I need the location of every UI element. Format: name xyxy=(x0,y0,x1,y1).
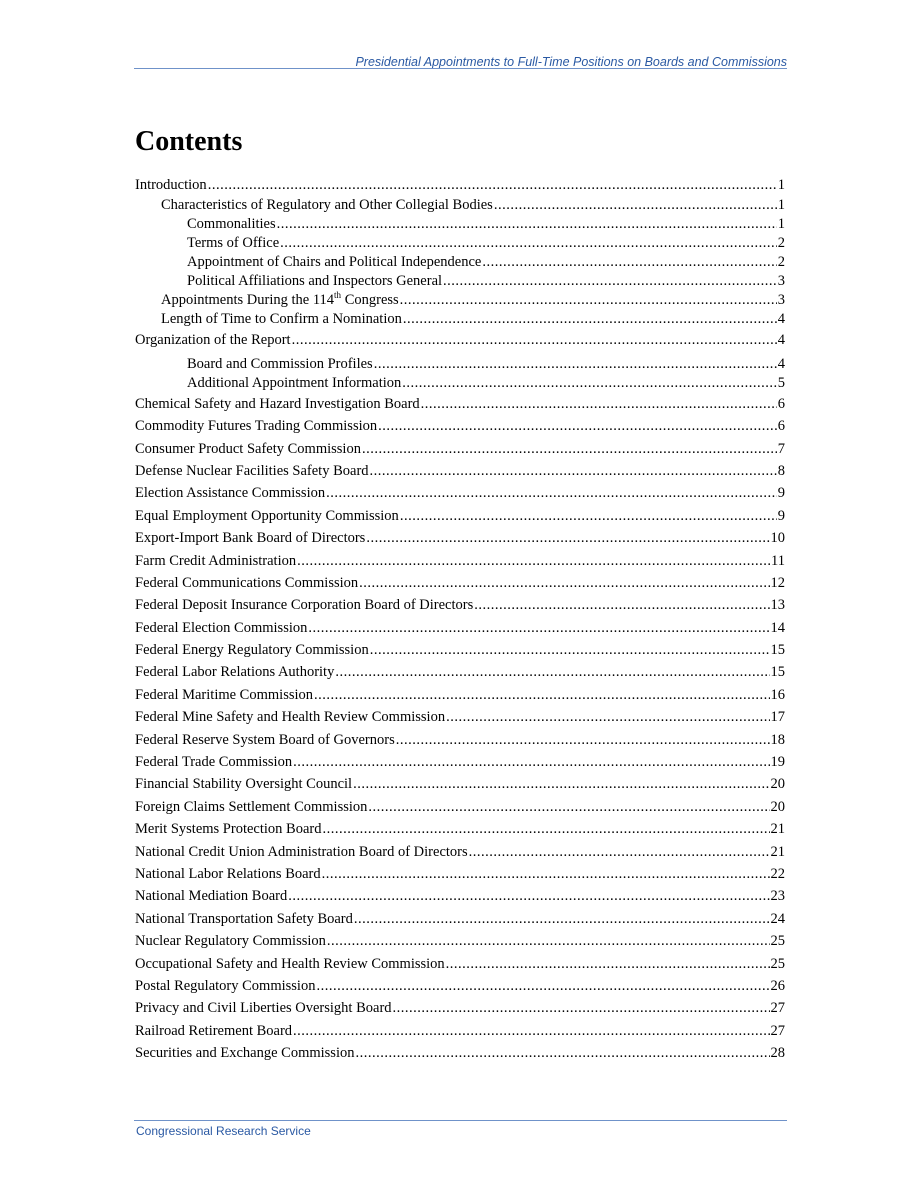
toc-entry[interactable] xyxy=(135,527,785,549)
toc-entry-page-number: 20 xyxy=(770,776,785,793)
toc-entry-title-text: National Mediation Board xyxy=(135,888,288,905)
toc-dot-leader xyxy=(366,527,769,549)
toc-entry[interactable] xyxy=(135,841,785,863)
toc-entry[interactable] xyxy=(135,1020,785,1042)
toc-entry-page-number: 6 xyxy=(777,418,785,435)
toc-entry-page-number: 25 xyxy=(770,933,785,950)
toc-dot-leader xyxy=(393,997,770,1019)
toc-dot-leader xyxy=(402,374,776,393)
toc-entry[interactable] xyxy=(135,329,785,351)
footer-publisher: Congressional Research Service xyxy=(136,1124,311,1138)
toc-entry-title xyxy=(135,438,361,460)
toc-entry-title xyxy=(135,527,365,549)
toc-entry-title xyxy=(161,310,402,329)
toc-dot-leader xyxy=(354,908,770,930)
toc-entry[interactable] xyxy=(135,393,785,415)
toc-entry[interactable] xyxy=(135,310,785,329)
toc-entry-page-number: 19 xyxy=(770,754,785,771)
toc-dot-leader xyxy=(396,729,770,751)
toc-entry-page-number: 16 xyxy=(770,686,785,703)
toc-entry[interactable] xyxy=(135,751,785,773)
toc-entry-title xyxy=(187,234,279,253)
toc-entry-title xyxy=(135,773,352,795)
toc-entry-title-text: Federal Deposit Insurance Corporation Board of Directors xyxy=(135,597,474,614)
toc-dot-leader xyxy=(280,234,777,253)
toc-entry-title-text: Federal Communications Commission xyxy=(135,574,359,591)
toc-entry-title-text: Securities and Exchange Commission xyxy=(135,1045,355,1062)
toc-entry-title-text: Federal Mine Safety and Health Review Commission xyxy=(135,709,446,726)
toc-entry-page-number: 9 xyxy=(777,485,785,502)
toc-entry-title-text: Export-Import Bank Board of Directors xyxy=(135,530,366,547)
toc-dot-leader xyxy=(443,272,777,291)
toc-entry-title-text: Federal Energy Regulatory Commission xyxy=(135,642,369,659)
toc-entry-title xyxy=(135,729,395,751)
toc-entry[interactable] xyxy=(135,706,785,728)
toc-dot-leader xyxy=(446,706,769,728)
toc-entry-title xyxy=(187,215,276,234)
toc-dot-leader xyxy=(482,253,776,272)
toc-entry-title xyxy=(135,818,321,840)
toc-entry-page-number: 1 xyxy=(777,197,785,214)
toc-entry-page-number: 27 xyxy=(770,1022,785,1039)
toc-entry-page-number: 28 xyxy=(770,1045,785,1062)
toc-entry[interactable] xyxy=(135,639,785,661)
toc-entry-page-number: 24 xyxy=(770,910,785,927)
toc-entry-title-text: Appointment of Chairs and Political Independence xyxy=(187,254,482,271)
toc-entry[interactable] xyxy=(135,438,785,460)
toc-entry-title xyxy=(135,329,291,351)
toc-entry-title-text: Political Affiliations and Inspectors General xyxy=(187,273,443,290)
toc-entry[interactable] xyxy=(135,930,785,952)
toc-entry[interactable] xyxy=(135,684,785,706)
toc-entry[interactable] xyxy=(135,215,785,234)
toc-entry-title xyxy=(135,1020,292,1042)
toc-entry-title xyxy=(135,393,420,415)
toc-entry-title-text: Federal Trade Commission xyxy=(135,754,293,771)
running-header: Presidential Appointments to Full-Time Positions on Boards and Commissions xyxy=(355,55,787,69)
toc-entry-page-number: 23 xyxy=(770,888,785,905)
toc-entry-title xyxy=(135,174,207,196)
toc-entry-title xyxy=(135,908,353,930)
toc-entry-title-text: Financial Stability Oversight Council xyxy=(135,776,353,793)
toc-dot-leader xyxy=(421,393,777,415)
toc-entry-title-text: Commodity Futures Trading Commission xyxy=(135,418,378,435)
toc-entry-title xyxy=(135,639,369,661)
toc-entry-title xyxy=(135,841,468,863)
toc-entry[interactable] xyxy=(135,796,785,818)
toc-dot-leader xyxy=(469,841,770,863)
toc-entry[interactable] xyxy=(135,617,785,639)
toc-entry-title-text: National Credit Union Administration Board of Directors xyxy=(135,843,468,860)
toc-entry-title-text: Appointments During the 114 xyxy=(161,292,335,309)
toc-entry-title xyxy=(135,617,307,639)
toc-dot-leader xyxy=(400,291,777,310)
toc-entry-title xyxy=(135,505,399,527)
toc-entry-title xyxy=(135,415,377,437)
toc-entry-title xyxy=(187,355,373,374)
toc-dot-leader xyxy=(378,415,777,437)
toc-entry-title-text: Nuclear Regulatory Commission xyxy=(135,933,326,950)
toc-entry-page-number: 3 xyxy=(777,273,785,290)
toc-entry-title xyxy=(135,885,287,907)
footer-divider xyxy=(134,1120,787,1121)
toc-entry-page-number: 21 xyxy=(770,843,785,860)
toc-entry[interactable] xyxy=(135,863,785,885)
toc-entry-title-text: Defense Nuclear Facilities Safety Board xyxy=(135,462,369,479)
page-title: Contents xyxy=(135,126,243,157)
toc-entry-page-number: 2 xyxy=(777,235,785,252)
toc-entry-title xyxy=(187,253,481,272)
toc-entry-page-number: 9 xyxy=(777,507,785,524)
toc-entry-page-number: 12 xyxy=(770,574,785,591)
toc-entry-title xyxy=(135,706,445,728)
toc-entry[interactable] xyxy=(135,908,785,930)
toc-entry-title xyxy=(135,594,473,616)
toc-dot-leader xyxy=(316,975,769,997)
table-of-contents xyxy=(135,174,785,1065)
toc-entry[interactable] xyxy=(135,415,785,437)
toc-entry[interactable] xyxy=(135,1042,785,1064)
toc-entry[interactable] xyxy=(135,550,785,572)
toc-entry-title-text: Merit Systems Protection Board xyxy=(135,821,322,838)
toc-entry-page-number: 7 xyxy=(777,440,785,457)
toc-entry-title-text: National Labor Relations Board xyxy=(135,865,321,882)
toc-entry[interactable] xyxy=(135,272,785,291)
toc-entry[interactable] xyxy=(135,885,785,907)
toc-entry[interactable] xyxy=(135,253,785,272)
toc-entry-title xyxy=(135,661,334,683)
toc-entry-page-number: 15 xyxy=(770,642,785,659)
toc-entry-title-text: Railroad Retirement Board xyxy=(135,1022,293,1039)
toc-entry-title-text: Consumer Product Safety Commission xyxy=(135,440,361,457)
toc-entry-title-text: Occupational Safety and Health Review Commission xyxy=(135,955,445,972)
toc-entry-page-number: 10 xyxy=(770,530,785,547)
toc-entry-page-number: 22 xyxy=(770,865,785,882)
toc-entry-title xyxy=(135,953,445,975)
toc-entry-title-text: Privacy and Civil Liberties Oversight Board xyxy=(135,1000,392,1017)
toc-entry-page-number: 18 xyxy=(770,731,785,748)
toc-entry-title-text: Election Assistance Commission xyxy=(135,485,326,502)
toc-dot-leader xyxy=(308,617,769,639)
toc-entry-page-number: 2 xyxy=(777,254,785,271)
toc-entry-page-number: 15 xyxy=(770,664,785,681)
toc-entry[interactable] xyxy=(135,997,785,1019)
toc-entry-title xyxy=(135,975,315,997)
toc-entry-title-superscript: th xyxy=(334,290,342,301)
toc-dot-leader xyxy=(322,863,770,885)
toc-entry-page-number: 20 xyxy=(770,798,785,815)
toc-entry-title-text: Commonalities xyxy=(187,216,276,233)
toc-entry[interactable] xyxy=(135,196,785,215)
toc-entry[interactable] xyxy=(135,953,785,975)
toc-entry-page-number: 11 xyxy=(771,552,785,569)
toc-entry-title xyxy=(135,930,326,952)
toc-entry-page-number: 3 xyxy=(777,292,785,309)
toc-dot-leader xyxy=(327,930,770,952)
toc-dot-leader xyxy=(277,215,777,234)
toc-dot-leader xyxy=(335,661,769,683)
toc-dot-leader xyxy=(374,355,777,374)
toc-dot-leader xyxy=(353,773,769,795)
toc-entry-title-text: Additional Appointment Information xyxy=(187,374,402,391)
toc-entry-title xyxy=(135,572,358,594)
toc-dot-leader xyxy=(368,796,769,818)
toc-entry-title xyxy=(135,550,296,572)
toc-entry-page-number: 13 xyxy=(770,597,785,614)
toc-entry[interactable] xyxy=(135,594,785,616)
toc-entry[interactable] xyxy=(135,505,785,527)
header-divider xyxy=(134,68,787,69)
toc-dot-leader xyxy=(494,196,777,215)
toc-entry[interactable] xyxy=(135,482,785,504)
toc-entry[interactable] xyxy=(135,661,785,683)
toc-entry-page-number: 1 xyxy=(777,177,785,193)
toc-entry[interactable] xyxy=(135,729,785,751)
toc-dot-leader xyxy=(293,1020,769,1042)
toc-entry-title-text: Chemical Safety and Hazard Investigation Board xyxy=(135,395,420,412)
toc-entry-page-number: 4 xyxy=(777,311,785,328)
toc-entry-title-text: Federal Labor Relations Authority xyxy=(135,664,335,681)
toc-entry-title-text: Length of Time to Confirm a Nomination xyxy=(161,311,402,328)
toc-dot-leader xyxy=(288,885,769,907)
toc-entry-title xyxy=(135,482,325,504)
toc-dot-leader xyxy=(297,550,770,572)
toc-entry-page-number: 21 xyxy=(770,821,785,838)
toc-dot-leader xyxy=(322,818,769,840)
toc-dot-leader xyxy=(293,751,769,773)
toc-entry-title-text: National Transportation Safety Board xyxy=(135,910,353,927)
toc-entry-title xyxy=(135,863,321,885)
toc-entry-title xyxy=(161,196,493,215)
toc-entry-title-text: Federal Reserve System Board of Governors xyxy=(135,731,395,748)
toc-entry-title xyxy=(135,1042,354,1064)
toc-entry-page-number: 4 xyxy=(777,355,785,372)
toc-entry[interactable] xyxy=(135,818,785,840)
toc-entry-title xyxy=(135,684,313,706)
toc-dot-leader xyxy=(370,460,777,482)
toc-dot-leader xyxy=(208,174,777,196)
toc-dot-leader xyxy=(400,505,777,527)
toc-entry-page-number: 17 xyxy=(770,709,785,726)
toc-entry-title-text: Board and Commission Profiles xyxy=(187,355,373,372)
toc-entry-page-number: 8 xyxy=(777,462,785,479)
toc-entry-title xyxy=(187,272,442,291)
toc-dot-leader xyxy=(355,1042,769,1064)
toc-entry[interactable] xyxy=(135,234,785,253)
toc-entry-title xyxy=(135,997,392,1019)
toc-entry-title-text: Federal Maritime Commission xyxy=(135,686,314,703)
toc-entry-title xyxy=(161,291,399,310)
toc-entry[interactable] xyxy=(135,572,785,594)
toc-entry-title-text: Foreign Claims Settlement Commission xyxy=(135,798,368,815)
toc-entry-page-number: 6 xyxy=(777,395,785,412)
toc-entry-title-suffix: Congress xyxy=(341,292,399,309)
toc-entry-title-text: Equal Employment Opportunity Commission xyxy=(135,507,399,524)
toc-entry[interactable] xyxy=(135,174,785,196)
toc-entry-title-text: Organization of the Report xyxy=(135,332,291,349)
toc-entry-title-text: Farm Credit Administration xyxy=(135,552,297,569)
toc-entry-title-text: Characteristics of Regulatory and Other Collegial Bodies xyxy=(161,197,493,214)
toc-entry[interactable] xyxy=(135,291,785,310)
toc-entry-title-text: Introduction xyxy=(135,177,207,193)
toc-entry-title xyxy=(187,374,401,393)
toc-entry[interactable] xyxy=(135,355,785,374)
toc-entry-page-number: 14 xyxy=(770,619,785,636)
toc-dot-leader xyxy=(370,639,770,661)
toc-dot-leader xyxy=(474,594,769,616)
toc-entry-title-text: Postal Regulatory Commission xyxy=(135,977,316,994)
toc-dot-leader xyxy=(403,310,777,329)
toc-entry-page-number: 5 xyxy=(777,374,785,391)
toc-dot-leader xyxy=(326,482,777,504)
toc-entry-title-text: Terms of Office xyxy=(187,235,280,252)
toc-entry-page-number: 27 xyxy=(770,1000,785,1017)
toc-dot-leader xyxy=(362,438,777,460)
toc-entry[interactable] xyxy=(135,374,785,393)
toc-entry-page-number: 1 xyxy=(777,216,785,233)
toc-dot-leader xyxy=(359,572,769,594)
toc-entry-page-number: 25 xyxy=(770,955,785,972)
toc-entry[interactable] xyxy=(135,460,785,482)
toc-entry[interactable] xyxy=(135,975,785,997)
toc-entry-page-number: 26 xyxy=(770,977,785,994)
toc-dot-leader xyxy=(292,329,777,351)
toc-entry-page-number: 4 xyxy=(777,332,785,349)
toc-dot-leader xyxy=(446,953,770,975)
toc-entry-title-text: Federal Election Commission xyxy=(135,619,308,636)
toc-dot-leader xyxy=(314,684,769,706)
toc-entry-title xyxy=(135,796,367,818)
toc-entry-title xyxy=(135,460,369,482)
toc-entry-title xyxy=(135,751,292,773)
toc-entry[interactable] xyxy=(135,773,785,795)
